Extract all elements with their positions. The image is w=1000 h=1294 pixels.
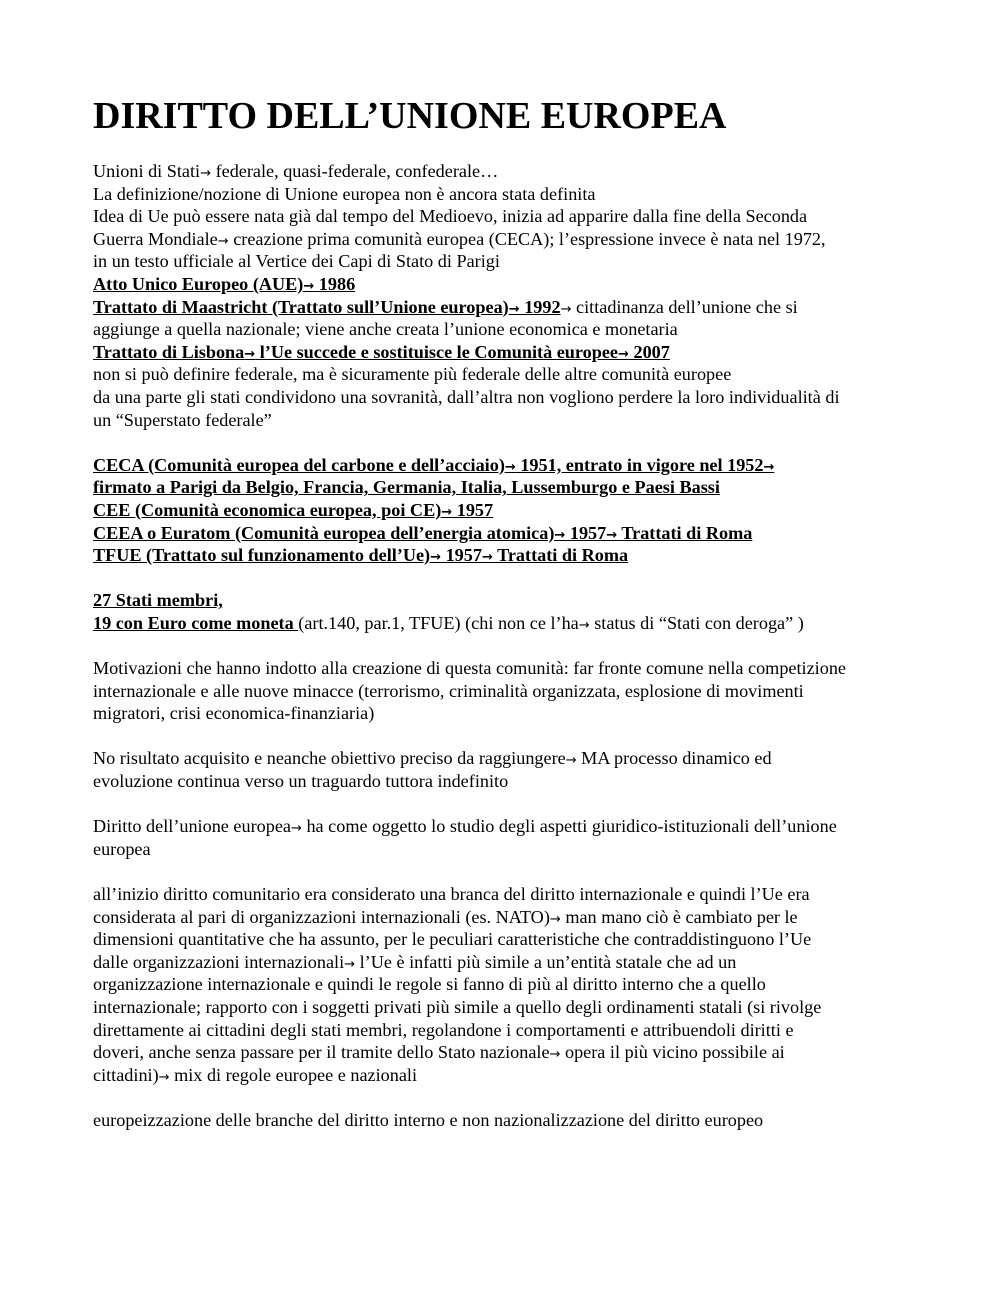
text-span: mix di regole europee e nazionali (169, 1064, 418, 1085)
arrow-icon: → (508, 301, 520, 317)
text-span: Guerra Mondiale (93, 228, 218, 249)
paragraph-gap (93, 725, 913, 748)
process-paragraph (93, 747, 913, 792)
text-line: migratori, crisi economica-finanziaria) (93, 703, 375, 724)
text-span: 27 Stati membri, (93, 590, 223, 611)
text-span: Trattato di Lisbona (93, 341, 245, 362)
paragraph-gap (93, 860, 913, 883)
text-line (93, 951, 913, 974)
document-title: DIRITTO DELL’UNIONE EUROPEA (93, 95, 727, 137)
text-span: cittadini) (93, 1064, 159, 1085)
members-section (93, 589, 913, 634)
arrow-icon: → (763, 459, 775, 475)
text-line: all’inizio diritto comunitario era considerato una branca del diritto internazionale e quindi l’Ue era (93, 884, 810, 904)
text-span: MA processo dinamico ed (576, 748, 772, 769)
text-span: 1957 (452, 499, 494, 520)
arrow-icon: → (549, 911, 561, 927)
arrow-icon: → (618, 346, 629, 362)
text-span: man mano ciò è cambiato per le (560, 906, 798, 927)
text-line (93, 747, 913, 770)
paragraph-gap (93, 431, 913, 454)
paragraph-gap (93, 567, 913, 590)
intro-line: Idea di Ue può essere nata già dal tempo del Medioevo, inizia ad apparire dalla fine della Seconda (93, 206, 808, 227)
text-span: creazione prima comunità europea (CECA); l’espressione invece è nata nel 1972, (228, 228, 826, 249)
arrow-icon: → (158, 1069, 170, 1085)
text-span: l’Ue succede e sostituisce le Comunità europee (255, 341, 619, 362)
arrow-icon: → (504, 459, 516, 475)
text-span: cittadinanza dell’unione che si (571, 296, 798, 317)
text-span: Atto Unico Europeo (AUE) (93, 273, 304, 294)
intro-line: La definizione/nozione di Unione europea non è ancora stata definita (93, 183, 596, 204)
text-span: CECA (Comunità europea del carbone e dell’acciaio) (93, 454, 505, 475)
text-line: europea (93, 838, 151, 859)
text-span: ha come oggetto lo studio degli aspetti giuridico-istituzionali dell’unione (301, 816, 837, 837)
text-line: direttamente ai cittadini degli stati membri, regolandone i comportamenti e attribuendoli diritti e (93, 1019, 794, 1040)
member-states (93, 589, 913, 612)
arrow-icon: → (217, 233, 229, 249)
text-span: status di “Stati con deroga” ) (589, 612, 804, 633)
text-span: Unioni di Stati (93, 161, 201, 181)
intro-line (93, 228, 913, 251)
text-span: Trattati di Roma (617, 522, 753, 543)
arrow-icon: → (303, 278, 315, 294)
arrow-icon: → (290, 821, 302, 837)
communities-section (93, 454, 913, 567)
treaty-maastricht (93, 296, 913, 319)
closing-paragraph (93, 1109, 913, 1132)
arrow-icon: → (200, 166, 212, 181)
text-line: internazionale; rapporto con i soggetti privati più simile a quello degli ordinamenti statali (si rivolge (93, 996, 822, 1017)
text-line: evoluzione continua verso un traguardo tuttora indefinito (93, 771, 509, 792)
community-ceea (93, 522, 913, 545)
text-span: TFUE (Trattato sul funzionamento dell’Ue) (93, 545, 431, 566)
arrow-icon: → (344, 956, 356, 972)
text-line: internazionale e alle nuove minacce (terrorismo, criminalità organizzata, esplosione di movimenti (93, 680, 804, 701)
arrow-icon: → (554, 527, 566, 543)
arrow-icon: → (244, 346, 256, 362)
arrow-icon: → (565, 753, 577, 769)
text-span: federale, quasi-federale, confederale… (211, 161, 499, 181)
text-span: 1992 (519, 296, 561, 317)
text-line (93, 906, 913, 929)
treaty-lisbona (93, 341, 913, 364)
text-span: considerata al pari di organizzazioni internazionali (es. NATO) (93, 906, 550, 927)
text-line: Motivazioni che hanno indotto alla creazione di questa comunità: far fronte comune nella competizione (93, 658, 846, 679)
text-span: l’Ue è infatti più simile a un’entità statale che ad un (355, 951, 737, 972)
document-page (93, 92, 913, 1132)
arrow-icon: → (606, 527, 618, 543)
text-line: europeizzazione delle branche del diritto interno e non nazionalizzazione del diritto europeo (93, 1109, 764, 1130)
federal-line: un “Superstato federale” (93, 409, 272, 430)
text-span: 2007 (628, 341, 670, 362)
paragraph-gap (93, 1086, 913, 1109)
text-line (93, 1041, 913, 1064)
euro-states (93, 612, 913, 635)
text-line: organizzazione internazionale e quindi le regole si fanno di più al diritto interno che a quello (93, 974, 766, 995)
arrow-icon: → (560, 301, 572, 317)
text-span: firmato a Parigi da Belgio, Francia, Germania, Italia, Lussemburgo e Paesi Bassi (93, 477, 720, 498)
text-span: opera il più vicino possibile ai (560, 1042, 785, 1063)
community-ceca (93, 454, 913, 477)
text-span: Trattati di Roma (492, 545, 629, 566)
arrow-icon: → (430, 550, 442, 566)
arrow-icon: → (481, 550, 493, 566)
treaty-aue (93, 273, 913, 296)
text-span: doveri, anche senza passare per il tramite dello Stato nazionale (93, 1042, 550, 1063)
community-law-paragraph (93, 883, 913, 1086)
text-span: No risultato acquisito e neanche obiettivo preciso da raggiungere (93, 748, 566, 769)
text-span: (art.140, par.1, TFUE) (chi non ce l’ha (298, 612, 579, 633)
intro-line (93, 160, 913, 183)
text-span: Trattato di Maastricht (Trattato sull’Unione europea) (93, 296, 509, 317)
intro-line: in un testo ufficiale al Vertice dei Capi di Stato di Parigi (93, 251, 500, 272)
text-span: 1986 (314, 273, 356, 294)
treaties-section (93, 273, 913, 431)
text-span: 1957 (441, 545, 482, 566)
text-line: dimensioni quantitative che ha assunto, per le peculiari caratteristiche che contraddistinguono l’Ue (93, 929, 812, 950)
intro-paragraph (93, 160, 913, 273)
federal-line: non si può definire federale, ma è sicuramente più federale delle altre comunità europee (93, 364, 732, 385)
paragraph-gap (93, 634, 913, 657)
text-span: Diritto dell’unione europea (93, 816, 291, 837)
text-span: CEE (Comunità economica europea, poi CE) (93, 499, 442, 520)
federal-line: da una parte gli stati condividono una sovranità, dall’altra non vogliono perdere la loro individualità di (93, 386, 840, 407)
law-paragraph (93, 815, 913, 860)
text-span: 1957 (565, 522, 607, 543)
treaty-maastricht-cont: aggiunge a quella nazionale; viene anche creata l’unione economica e monetaria (93, 319, 678, 340)
text-span: 1951, entrato in vigore nel 1952 (515, 454, 764, 475)
community-tfue (93, 544, 913, 567)
arrow-icon: → (549, 1047, 561, 1063)
arrow-icon: → (441, 504, 453, 520)
text-span: dalle organizzazioni internazionali (93, 951, 345, 972)
paragraph-gap (93, 793, 913, 816)
text-span: CEEA o Euratom (Comunità europea dell’energia atomica) (93, 522, 555, 543)
community-ceca-cont (93, 476, 913, 499)
arrow-icon: → (578, 617, 590, 633)
community-cee (93, 499, 913, 522)
text-line (93, 1064, 913, 1087)
text-span: 19 con Euro come moneta (93, 612, 299, 633)
motivations-paragraph (93, 657, 913, 725)
text-line (93, 815, 913, 838)
